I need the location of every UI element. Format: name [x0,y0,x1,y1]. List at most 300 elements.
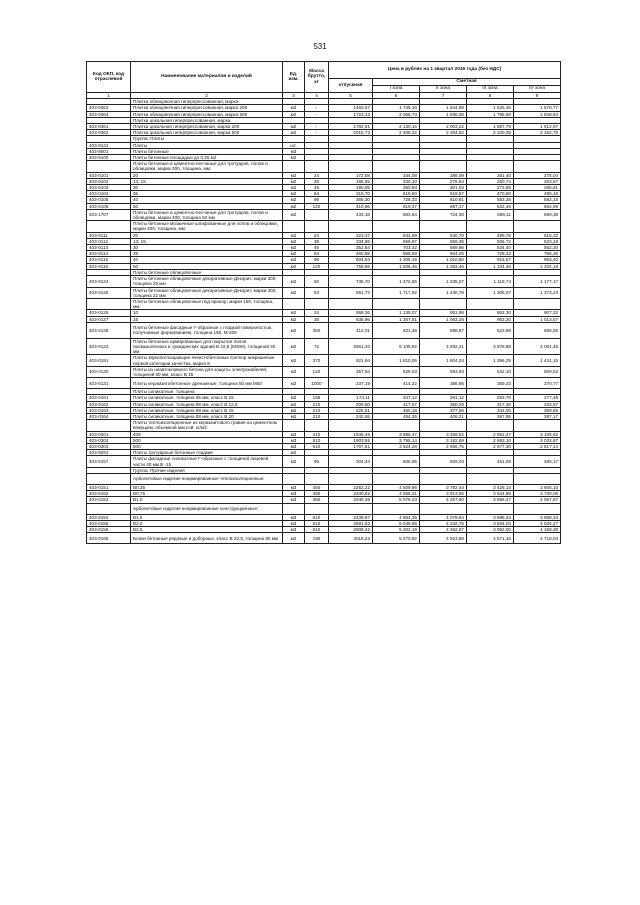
cell-price-zone-4: 2 817,14 [514,443,561,449]
cell-code: 403-0161 [87,395,131,401]
cell-price-zone-2: 301,03 [420,185,467,191]
cell-price-zone-2: 4 282,21 [420,338,467,355]
cell-mass: 450 [305,484,329,490]
cell-name: Плиты силикатные, толщина 88 мм, класс В 20 [131,413,283,419]
cell-price-zone-4: 2 162,78 [514,130,561,136]
cell-price-zone-4: 1 177,17 [514,276,561,287]
cell-mass: - [305,124,329,130]
cell-price-zone-1: 3 795,14 [373,437,420,443]
cell-name: 13; 15 [131,178,283,184]
cell-price-zone-3: 367,95 [467,413,514,419]
cell-price-release: 2015,73 [329,130,373,136]
cell-price-zone-3: 1 118,74 [467,276,514,287]
cell-mass: - [305,130,329,136]
cell-price-zone-2: 589,96 [420,245,467,251]
cell-price-zone-2: 4 257,50 [420,497,467,503]
cell-price-zone-2: 2 003,22 [420,124,467,130]
cell-unit: м2 [283,456,305,467]
cell-price-zone-4 [514,420,561,431]
cell-name: Плиты тротуарные бетонные гладкие [131,450,283,456]
cell-unit: м2 [283,366,305,377]
cell-price-zone-2: 610,81 [420,197,467,203]
cell-price-release: 2262,22 [329,484,373,490]
cell-price-zone-2: 1 936,06 [420,111,467,117]
cell-price-release: 460,68 [329,251,373,257]
cell-price-zone-1: 666,97 [373,238,420,244]
cell-mass: 35 [305,238,329,244]
cell-price-zone-2: 377,56 [420,407,467,413]
cell-price-zone-3: 3 695,34 [467,514,514,520]
cell-price-zone-1: 1 717,92 [373,287,420,298]
cell-price-zone-4: 286,81 [514,185,561,191]
cell-price-release: 861,73 [329,287,373,298]
price-table [86,61,561,544]
cell-unit: м2 [283,257,305,263]
cell-price-zone-4: 690,38 [514,209,561,220]
cell-price-zone-1: 5 270,92 [373,533,420,544]
cell-price-zone-3: 656,11 [467,209,514,220]
cell-unit: м2 [283,338,305,355]
cell-price-zone-3: 534,40 [467,245,514,251]
cell-unit: м2 [283,287,305,298]
cell-unit: м2 [283,316,305,322]
cell-mass: 450 [305,491,329,497]
cell-mass: 96 [305,197,329,203]
table-row [87,533,561,544]
cell-price-zone-1: 863,64 [373,209,420,220]
cell-price-zone-4 [514,221,561,232]
cell-mass [305,420,329,431]
cell-price-zone-1 [373,473,420,484]
cell-mass: 24 [305,232,329,238]
cell-price-release: 635,96 [329,316,373,322]
cell-price-release: 736,70 [329,276,373,287]
cell-code: 403-0123 [87,338,131,355]
cell-price-release: 2340,62 [329,491,373,497]
cell-price-zone-2: 1 440,78 [420,287,467,298]
cell-code: 403-0104 [87,191,131,197]
cell-name: Плитка облицовочная гиперпрессованная, марка 500 [131,111,283,117]
cell-price-zone-4 [514,161,561,172]
table-row [87,161,561,172]
cell-mass: - [305,111,329,117]
cell-price-release: 323,37 [329,232,373,238]
cell-price-zone-4: 1 204,18 [514,263,561,269]
cell-price-zone-3: 359,23 [467,378,514,389]
cell-price-zone-3: 1 144,46 [467,263,514,269]
cell-code: 403-0157 [87,456,131,467]
cell-code: 403-9131 [87,142,131,148]
cell-price-zone-3: 862,30 [467,310,514,316]
cell-unit: м3 [283,514,305,520]
cell-price-release: 1463,67 [329,105,373,111]
cell-price-zone-3: 2 677,30 [467,443,514,449]
cell-price-zone-3 [467,161,514,172]
header-name: Наименование материалов и изделий [131,62,283,93]
cell-price-release: 1782,91 [329,124,373,130]
cell-price-zone-1: 728,33 [373,197,420,203]
cell-price-zone-1: 858,69 [373,251,420,257]
cell-code: 403-0303 [87,443,131,449]
cell-price-release: 569,36 [329,310,373,316]
cell-price-zone-2: 687,17 [420,203,467,209]
cell-name: Плитка цокольная гиперпрессованная, марка [131,117,283,123]
cell-price-zone-1: 5 076,43 [373,497,420,503]
cell-unit: м2 [283,232,305,238]
cell-mass [305,298,329,309]
cell-price-release [329,161,373,172]
cell-code: 403-0165 [87,533,131,544]
cell-price-zone-2 [420,420,467,431]
cell-name: 35 [131,251,283,257]
cell-price-zone-2: 4 923,88 [420,533,467,544]
cell-price-release: 1767,81 [329,443,373,449]
cell-code: 403-0302 [87,437,131,443]
cell-price-zone-1: 703,42 [373,245,420,251]
cell-price-zone-1 [373,420,420,431]
cell-mass: 370 [305,355,329,366]
cell-name: 600 [131,443,283,449]
cell-price-release: 225,61 [329,407,373,413]
cell-name: Плиты силикатные, толщина 88 мм, класс В 12,5 [131,401,283,407]
cell-price-release: 334,65 [329,238,373,244]
cell-name: Плиты бетонные и цементно-песчаные для тротуаров, полов и облицовки, марки 300, толщина, мм: [131,161,283,172]
table-row [87,366,561,377]
cell-mass: 35 [305,178,329,184]
cell-unit: м2 [283,203,305,209]
cell-unit: м3 [283,443,305,449]
cell-price-zone-1: 414,22 [373,378,420,389]
cell-unit: м3 [283,484,305,490]
cell-price-zone-3: 261,40 [467,172,514,178]
cell-price-zone-1: 3 886,47 [373,431,420,437]
cell-price-zone-2: 1 010,80 [420,257,467,263]
cell-mass: 120 [305,366,329,377]
cell-code [87,503,131,514]
cell-unit: м2 [283,155,305,161]
cell-price-zone-1: 1 472,65 [373,276,420,287]
cell-price-zone-4: 1 912,97 [514,124,561,130]
cell-mass: - [305,105,329,111]
cell-price-zone-4: 3 730,05 [514,491,561,497]
cell-price-zone-1: 625,03 [373,366,420,377]
cell-price-zone-4: 963,40 [514,257,561,263]
cell-price-zone-3: 1 857,79 [467,124,514,130]
cell-mass: 210 [305,401,329,407]
cell-code: 403-0151 [87,484,131,490]
cell-name: Плиты силикатные, толщина 65 мм, класс В 15 [131,395,283,401]
cell-name: Плитка облицовочная гиперпрессованная, марка 200 [131,105,283,111]
cell-price-zone-4: 275,04 [514,172,561,178]
cell-price-zone-2: 386,95 [420,378,467,389]
table-row [87,378,561,389]
column-index: 3 [283,93,305,99]
cell-price-zone-1: 1 506,46 [373,263,420,269]
cell-price-zone-3: 3 952,00 [467,527,514,533]
cell-price-zone-4: 333,87 [514,401,561,407]
table-row [87,338,561,355]
cell-price-release: 921,94 [329,355,373,366]
cell-code: 403-0162 [87,401,131,407]
cell-mass: 49 [305,185,329,191]
cell-unit [283,473,305,484]
cell-code: 403-0155 [87,520,131,526]
cell-name: Плиты силикатные, толщина [131,389,283,395]
cell-price-zone-1: 4 509,96 [373,484,420,490]
cell-price-zone-3: 506,72 [467,238,514,244]
cell-name: В0,35 [131,484,283,490]
cell-price-zone-3: 622,46 [467,203,514,209]
cell-name: Арболитовые изделия неармированные конструкционные: [131,503,283,514]
table-header [87,62,561,99]
cell-price-zone-4: 3 888,34 [514,514,561,520]
cell-unit: м3 [283,520,305,526]
cell-price-zone-1: 484,35 [373,413,420,419]
cell-price-zone-1: 619,50 [373,191,420,197]
cell-mass: 156 [305,395,329,401]
cell-code: 403-0112 [87,238,131,244]
cell-price-release: 180,05 [329,185,373,191]
cell-mass: 24 [305,172,329,178]
cell-price-release: 209,50 [329,401,373,407]
cell-unit: м2 [283,178,305,184]
header-unit: Ед. изм. [283,62,305,93]
cell-unit [283,221,305,232]
cell-price-zone-3: 553,28 [467,197,514,203]
cell-price-zone-1: 4 864,35 [373,514,420,520]
cell-unit: м2 [283,322,305,338]
cell-price-zone-3: 317,30 [467,401,514,407]
cell-mass: 610 [305,514,329,520]
cell-name: 20 [131,172,283,178]
cell-name: Плиты бетонные мозаичные шлифованные для полов и облицовки, марки 400, толщина, мм: [131,221,283,232]
table-body [87,99,561,544]
cell-unit: м2 [283,450,305,456]
cell-mass: 610 [305,443,329,449]
table-row [87,221,561,232]
table-row [87,298,561,309]
cell-code: 403-0364 [87,111,131,117]
cell-unit: м2 [283,191,305,197]
cell-price-zone-3: 3 856,47 [467,497,514,503]
cell-price-zone-4: 907,32 [514,310,561,316]
cell-price-release: 1949,46 [329,431,373,437]
cell-price-zone-2: 583,93 [420,366,467,377]
cell-mass: 210 [305,407,329,413]
cell-price-release: 2439,97 [329,514,373,520]
cell-price-zone-4: 1 373,23 [514,287,561,298]
cell-price-zone-4: 533,18 [514,238,561,244]
cell-unit: м2 [283,130,305,136]
cell-code: 403-0156 [87,527,131,533]
cell-name: Блоки бетонные рядовые и доборные, класс В 22,5, толщина 80 мм [131,533,283,544]
cell-name: В0,75 [131,491,283,497]
cell-price-zone-3: 1 396,29 [467,355,514,366]
cell-price-zone-2: 406,21 [420,413,467,419]
header-release: отпускная [329,79,373,93]
cell-price-zone-2: 4 079,64 [420,514,467,520]
cell-price-release: 304,44 [329,456,373,467]
cell-unit: м2 [283,238,305,244]
cell-code: 403-0361 [87,124,131,130]
cell-price-zone-1: 417,67 [373,401,420,407]
table-row [87,276,561,287]
cell-price-zone-1: 5 046,85 [373,520,420,526]
cell-price-zone-2: 3 913,55 [420,491,467,497]
cell-code: 403-0124 [87,276,131,287]
cell-name: Плитка цокольная гиперпрессованная, марка 500 [131,130,283,136]
cell-code: 403-0191 [87,355,131,366]
cell-name: Плиты фасадные силикатные Г-образные с толщиной лицевой части 40 мм В -15 [131,456,283,467]
page-number: 531 [313,42,327,51]
cell-mass: 1000 [305,378,329,389]
cell-price-zone-3: 1 525,46 [467,105,514,111]
cell-code: 403-0363 [87,105,131,111]
cell-price-zone-4: 1 848,83 [514,111,561,117]
cell-mass: 410 [305,431,329,437]
cell-code [87,161,131,172]
header-price-title: Цена в рублях на 1 квартал 2016 года (без НДС) [329,62,561,79]
cell-price-zone-1 [373,503,420,514]
cell-price-zone-4: 1 441,15 [514,355,561,366]
cell-price-zone-3: 342,00 [467,407,514,413]
cell-price-release: 604,53 [329,257,373,263]
cell-code: 403-0301 [87,431,131,437]
cell-unit: м2 [283,401,305,407]
cell-unit: м3 [283,527,305,533]
cell-price-zone-1: 606,95 [373,456,420,467]
cell-price-release: 174,11 [329,395,373,401]
cell-price-release: 2591,53 [329,520,373,526]
cell-name: Плиты бетонные облицовочные [131,269,283,275]
cell-name: 15 [131,316,283,322]
cell-price-zone-2: 1 644,88 [420,105,467,111]
cell-price-release: 357,94 [329,366,373,377]
cell-price-zone-2: 3 182,69 [420,437,467,443]
cell-price-zone-4: 1 570,77 [514,105,561,111]
cell-name: Плиты бетонные облицовочные декоративные Декорит, марки 300, толщина 25 мм [131,276,283,287]
column-index: 4 [305,93,329,99]
cell-price-zone-3: 461,09 [467,456,514,467]
cell-unit: м2 [283,124,305,130]
cell-price-zone-4: 359,86 [514,407,561,413]
cell-price-release: 2561,20 [329,338,373,355]
cell-price-release: 365,30 [329,197,373,203]
cell-price-zone-1: 819,37 [373,203,420,209]
cell-price-release: 2609,42 [329,527,373,533]
cell-price-zone-4: 559,52 [514,366,561,377]
cell-name: 30 [131,185,283,191]
cell-price-zone-1: 5 202,19 [373,527,420,533]
cell-code [87,420,131,431]
cell-name: Плиты бетонные фасадные Г-образные с гладкой поверхностью, получаемые формованием, толщина 150, М-200 [131,322,283,338]
cell-mass [305,221,329,232]
cell-price-zone-1 [373,298,420,309]
cell-price-zone-2: 951,96 [420,310,467,316]
cell-unit: м2 [283,111,305,117]
cell-mass [305,209,329,220]
cell-name: Группа: Прочие изделия [131,467,283,473]
cell-unit [283,298,305,309]
cell-price-zone-4: 515,32 [514,232,561,238]
cell-price-zone-1: 4 666,31 [373,491,420,497]
cell-code: 403-0153 [87,497,131,503]
cell-code: 403-9291 [87,450,131,456]
cell-price-zone-3: 915,57 [467,257,514,263]
cell-price-zone-3: 1 305,07 [467,287,514,298]
cell-price-zone-4: 3 033,67 [514,437,561,443]
cell-mass: 610 [305,527,329,533]
cell-unit: шт. [283,142,305,148]
cell-price-zone-4 [514,503,561,514]
cell-price-release: 410,96 [329,203,373,209]
cell-price-release [329,298,373,309]
cell-price-release: 755,66 [329,263,373,269]
cell-mass: 84 [305,251,329,257]
cell-unit [283,161,305,172]
cell-price-zone-4: 3 605,10 [514,484,561,490]
cell-code: 403-1707 [87,209,131,220]
cell-price-zone-2: 3 259,52 [420,431,467,437]
cell-price-zone-3: 4 571,16 [467,533,514,544]
cell-name: Плитка цокольная гиперпрессованная, марка 200 [131,124,283,130]
cell-price-zone-3: 2 100,39 [467,130,514,136]
cell-unit [283,503,305,514]
cell-name: Плиты бетонные площадью до 0,25 м2 [131,155,283,161]
cell-name: Плиты из неавтоклавного бетона для защиты электрокабелей, толщиной 50 мм, класс В 15 [131,366,283,377]
cell-price-zone-3: 3 544,89 [467,491,514,497]
cell-price-zone-3: 2 952,47 [467,431,514,437]
cell-name: Группа: Плиты [131,136,283,142]
cell-price-zone-1: 344,08 [373,172,420,178]
cell-code: 403-0130 [87,366,131,377]
cell-price-release: 3018,23 [329,533,373,544]
cell-price-zone-4: 4 034,27 [514,520,561,526]
cell-unit: м3 [283,491,305,497]
cell-price-zone-4: 4 158,38 [514,527,561,533]
cell-code: 403-0103 [87,185,131,191]
cell-mass: 53 [305,287,329,298]
cell-price-release: 433,18 [329,209,373,220]
header-code: Код ОКП, код отраслевой [87,62,131,93]
cell-unit: м2 [283,407,305,413]
cell-code: 403-0164 [87,413,131,419]
cell-name: Плитка облицовочная гиперпрессованная, марка [131,99,283,105]
cell-name: Плиты [131,142,283,148]
cell-code: 403-9100 [87,155,131,161]
cell-price-zone-4: 4 081,46 [514,338,561,355]
cell-price-zone-3 [467,298,514,309]
header-mass: Масса брутто, кг [305,62,329,93]
cell-price-zone-2: 519,57 [420,191,467,197]
cell-unit: м2 [283,395,305,401]
cell-price-zone-4 [514,473,561,484]
cell-mass [305,473,329,484]
cell-price-zone-2: 604,05 [420,251,467,257]
cell-price-zone-4: 4 718,04 [514,533,561,544]
cell-price-zone-2: 2 955,75 [420,443,467,449]
cell-name: Плиты бетонные армированные для покрытия полов промышленных и гражданских зданий В 22,5 (М300), толщиной 30 мм [131,338,283,355]
cell-price-zone-1: 2 058,73 [373,111,420,117]
cell-name: Плиты керамзитобетонные дренажные, толщина 50 мм М50 [131,378,283,389]
cell-unit: м2 [283,355,305,366]
cell-price-zone-4: 766,36 [514,251,561,257]
cell-price-zone-2: 724,30 [420,209,467,220]
cell-unit: м3 [283,148,305,154]
column-index: 2 [131,93,283,99]
cell-code: 403-0125 [87,287,131,298]
cell-name: Плиты бетонные облицовочные под иранор, марки 150, толщина, мм: [131,298,283,309]
